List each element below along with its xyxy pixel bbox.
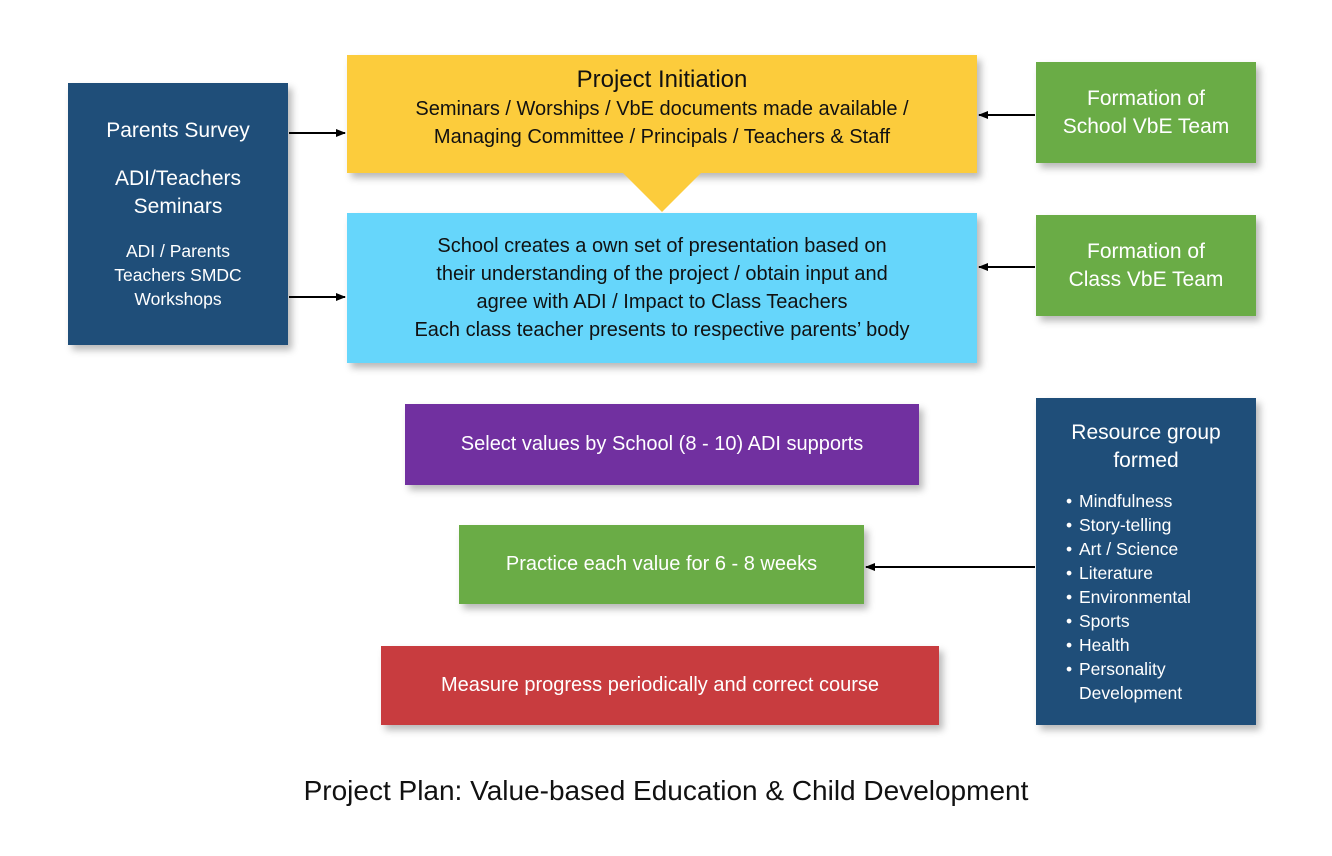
callout-pointer bbox=[622, 172, 702, 212]
resource-item: • Environmental bbox=[1066, 585, 1229, 609]
resource-item: • Mindfulness bbox=[1066, 489, 1229, 513]
measure-progress-label: Measure progress periodically and correct course bbox=[441, 674, 879, 696]
resource-item: • Health bbox=[1066, 633, 1229, 657]
initiation-line: Seminars / Worships / VbE documents made available / bbox=[415, 98, 909, 120]
measure-progress-box bbox=[381, 646, 939, 725]
select-values-box bbox=[405, 404, 919, 485]
project-initiation-box bbox=[347, 55, 977, 173]
resource-item: • Sports bbox=[1066, 609, 1229, 633]
resource-item: • Art / Science bbox=[1066, 537, 1229, 561]
parents-survey-label: Parents Survey bbox=[106, 119, 250, 142]
resource-item: • Story-telling bbox=[1066, 513, 1229, 537]
resource-list bbox=[1066, 489, 1229, 705]
school-vbe-team-box: Formation of School VbE Team bbox=[1036, 62, 1256, 163]
school-box-line: Each class teacher presents to respective parents’ body bbox=[414, 319, 910, 341]
practice-values-label: Practice each value for 6 - 8 weeks bbox=[505, 553, 818, 575]
diagram-caption: Project Plan: Value-based Education & Child Development bbox=[303, 775, 1029, 806]
school-box-line: School creates a own set of presentation based on bbox=[437, 235, 887, 257]
resource-group-title: Resource group formed bbox=[1071, 421, 1221, 472]
school-box-line: agree with ADI / Impact to Class Teachers bbox=[476, 291, 848, 313]
class-vbe-team-box: Formation of Class VbE Team bbox=[1036, 215, 1256, 316]
adi-teachers-seminars-label: ADI/Teachers Seminars bbox=[114, 167, 242, 218]
practice-values-box bbox=[459, 525, 864, 604]
workshops-label: ADI / Parents Teachers SMDC Workshops bbox=[114, 241, 242, 309]
resource-item: • Literature bbox=[1066, 561, 1229, 585]
parents-survey-box bbox=[68, 83, 288, 345]
school-box-line: their understanding of the project / obtain input and bbox=[436, 263, 888, 285]
initiation-line: Managing Committee / Principals / Teachers & Staff bbox=[433, 126, 891, 148]
school-presentation-box bbox=[347, 213, 977, 363]
resource-group-box bbox=[1036, 398, 1256, 725]
project-initiation-title: Project Initiation bbox=[576, 66, 748, 93]
select-values-label: Select values by School (8 - 10) ADI supports bbox=[460, 433, 864, 455]
resource-item: • Personality Development bbox=[1066, 657, 1229, 705]
